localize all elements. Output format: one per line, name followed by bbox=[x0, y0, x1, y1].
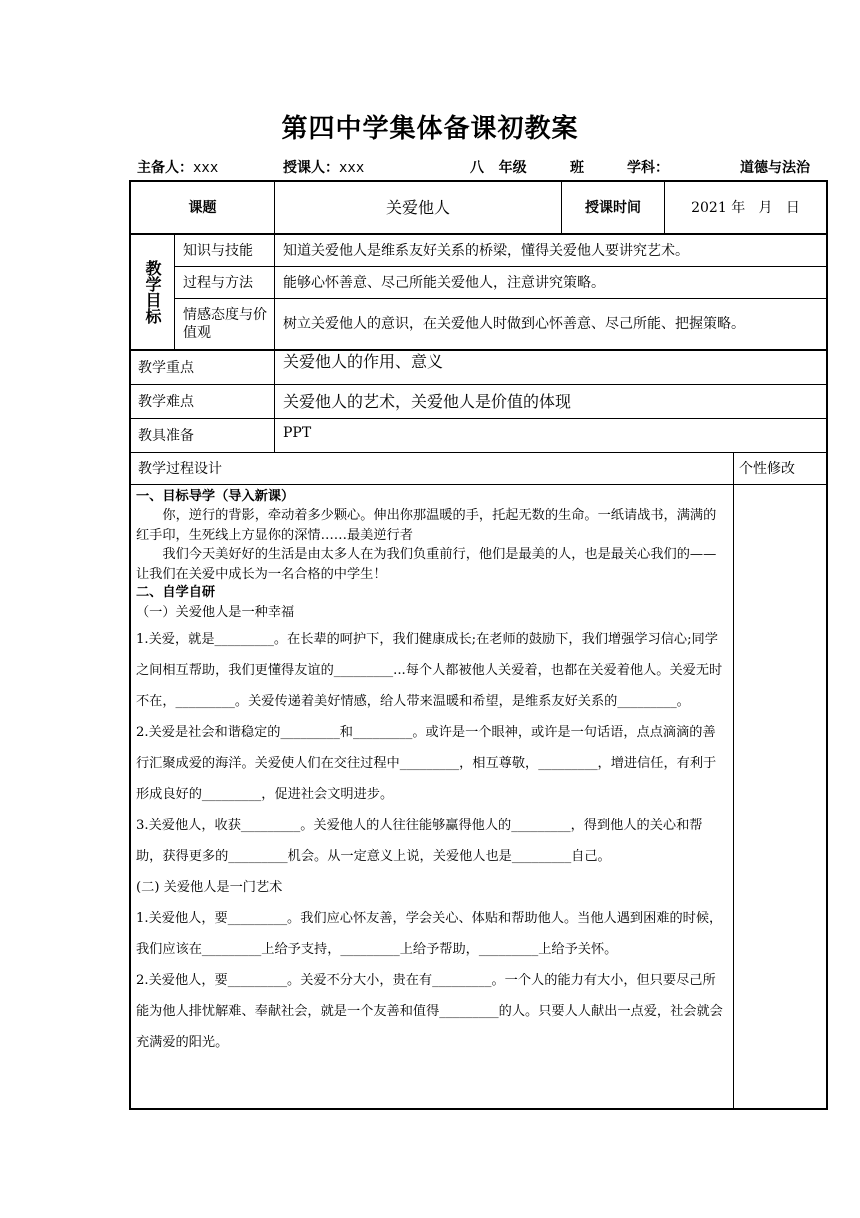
grade-value: 八 bbox=[470, 160, 484, 176]
section-1-paragraph-2: 我们今天美好好的生活是由太多人在为我们负重前行，他们是最美的人，也是最关心我们的——让我们在关爱中成长为一名合格的中学生！ bbox=[136, 547, 717, 582]
goal-attitude-label: 情感态度与价值观 bbox=[183, 307, 267, 341]
subject-label: 学科： bbox=[627, 160, 669, 176]
topic-value: 关爱他人 bbox=[385, 197, 450, 217]
subject-value: 道德与法治 bbox=[740, 160, 810, 176]
grade bbox=[470, 157, 527, 177]
teacher bbox=[283, 157, 364, 177]
col-divider bbox=[733, 452, 734, 1108]
time-label: 授课时间 bbox=[585, 199, 641, 216]
key-value: 关爱他人的作用、意义 bbox=[283, 352, 444, 371]
class-label: 班 bbox=[570, 160, 584, 176]
paragraph-4: 1.关爱他人，要_________。我们应心怀友善，学会关心、体贴和帮助他人。当他人遇到困难的时候，我们应该在_________上给予支持，_________上给予帮助，_________上给予关怀。 bbox=[136, 911, 723, 957]
tools-label: 教具准备 bbox=[138, 427, 194, 444]
key-label: 教学重点 bbox=[138, 359, 194, 376]
time-value: 2021 年 月 日 bbox=[691, 199, 800, 216]
process-label: 教学过程设计 bbox=[138, 460, 222, 477]
col-divider bbox=[174, 235, 175, 349]
paragraph-3: 3.关爱他人，收获_________。关爱他人的人往往能够赢得他人的_________，得到他人的关心和帮助，获得更多的_________机会。从一定意义上说，关爱他人也是_________自己。 bbox=[136, 818, 703, 864]
process-content bbox=[136, 488, 728, 1058]
difficulty-label: 教学难点 bbox=[138, 393, 194, 410]
goal-knowledge-label: 知识与技能 bbox=[183, 242, 253, 259]
paragraph-2: 2.关爱是社会和谐稳定的_________和_________。或许是一个眼神，或许是一句话语，点点滴滴的善行汇聚成爱的海洋。关爱使人们在交往过程中_________，相互尊敬，_________，增进信任，有利于形成良好的_________，促进社会文明进步。 bbox=[136, 725, 717, 802]
paragraph-5: 2.关爱他人，要_________。关爱不分大小，贵在有_________。一个人的能力有大小，但只要尽己所能为他人排忧解难、奉献社会，就是一个友善和值得_________的人。只要人人献出一点爱，社会就会充满爱的阳光。 bbox=[136, 973, 723, 1050]
col-divider bbox=[274, 235, 275, 452]
revise-label: 个性修改 bbox=[739, 460, 795, 477]
goal-process-label: 过程与方法 bbox=[183, 274, 253, 291]
chief-preparer bbox=[137, 157, 218, 177]
teacher-value: xxx bbox=[339, 160, 365, 176]
tools-value: PPT bbox=[283, 425, 312, 441]
page-title: 第四中学集体备课初教案 bbox=[281, 114, 579, 144]
section-1-title: 一、目标导学（导入新课） bbox=[136, 489, 295, 504]
chief-label: 主备人： bbox=[137, 160, 193, 176]
topic-label: 课题 bbox=[188, 199, 217, 216]
section-1-paragraph-1: 你，逆行的背影，牵动着多少颗心。伸出你那温暖的手，托起无数的生命。一纸请战书，满满的红手印，生死线上方显你的深情……最美逆行者 bbox=[136, 508, 717, 543]
goal-process-value: 能够心怀善意、尽己所能关爱他人，注意讲究策略。 bbox=[283, 274, 605, 291]
goal-knowledge-value: 知道关爱他人是维系友好关系的桥梁，懂得关爱他人要讲究艺术。 bbox=[283, 242, 689, 259]
grade-label: 年级 bbox=[498, 160, 527, 176]
section-2-title: 二、自学自研 bbox=[136, 585, 216, 600]
subsection-2-title: (二) 关爱他人是一门艺术 bbox=[136, 880, 283, 895]
row-divider bbox=[130, 484, 827, 485]
difficulty-value: 关爱他人的艺术，关爱他人是价值的体现 bbox=[283, 391, 572, 411]
subsection-1-title: （一）关爱他人是一种幸福 bbox=[136, 605, 295, 620]
chief-value: xxx bbox=[193, 160, 219, 176]
goals-label: 教学目标 bbox=[143, 260, 162, 324]
paragraph-1: 1.关爱，就是_________。在长辈的呵护下，我们健康成长;在老师的鼓励下，我们增强学习信心;同学之间相互帮助，我们更懂得友谊的_________...每个人都被他人关爱着，也都在关爱着他人。关爱无时不在，_________。关爱传递着美好情感，给人带来温暖和希望，是维系友好关系的_________。 bbox=[136, 632, 723, 709]
teacher-label: 授课人： bbox=[283, 160, 339, 176]
goal-attitude-value: 树立关爱他人的意识，在关爱他人时做到心怀善意、尽己所能、把握策略。 bbox=[283, 316, 745, 332]
